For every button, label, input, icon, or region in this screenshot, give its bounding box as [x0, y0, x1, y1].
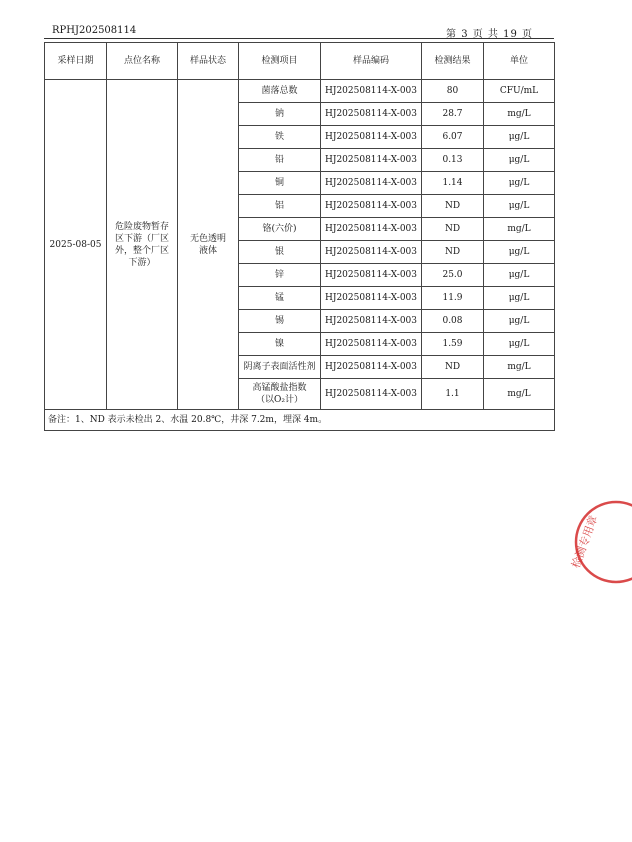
result-cell: 80: [422, 80, 484, 103]
unit-cell: CFU/mL: [484, 80, 555, 103]
code-cell: HJ202508114-X-003: [321, 356, 422, 379]
col-header-site: 点位名称: [107, 43, 178, 80]
code-cell: HJ202508114-X-003: [321, 264, 422, 287]
item-cell: 阴离子表面活性剂: [239, 356, 321, 379]
unit-cell: mg/L: [484, 103, 555, 126]
unit-cell: μg/L: [484, 126, 555, 149]
note-row: [45, 410, 555, 431]
code-cell: HJ202508114-X-003: [321, 287, 422, 310]
unit-cell: μg/L: [484, 264, 555, 287]
item-cell: 锡: [239, 310, 321, 333]
code-cell: HJ202508114-X-003: [321, 149, 422, 172]
item-cell: 菌落总数: [239, 80, 321, 103]
code-cell: HJ202508114-X-003: [321, 379, 422, 410]
result-cell: ND: [422, 195, 484, 218]
report-number: RPHJ202508114: [52, 25, 137, 36]
seal-text: 检测专用章: [569, 513, 601, 570]
result-cell: ND: [422, 241, 484, 264]
result-cell: 6.07: [422, 126, 484, 149]
col-header-state: 样品状态: [178, 43, 239, 80]
result-cell: 1.1: [422, 379, 484, 410]
unit-cell: μg/L: [484, 287, 555, 310]
col-header-result: 检测结果: [422, 43, 484, 80]
result-cell: 25.0: [422, 264, 484, 287]
col-header-date: 采样日期: [45, 43, 107, 80]
col-header-item: 检测项目: [239, 43, 321, 80]
sampling-date-cell: 2025-08-05: [45, 80, 107, 410]
code-cell: HJ202508114-X-003: [321, 310, 422, 333]
site-name-cell: 危险废物暂存区下游（厂区外，整个厂区下游）: [107, 80, 178, 410]
unit-cell: μg/L: [484, 333, 555, 356]
col-header-code: 样品编码: [321, 43, 422, 80]
code-cell: HJ202508114-X-003: [321, 241, 422, 264]
code-cell: HJ202508114-X-003: [321, 172, 422, 195]
item-cell: 银: [239, 241, 321, 264]
code-cell: HJ202508114-X-003: [321, 103, 422, 126]
code-cell: HJ202508114-X-003: [321, 195, 422, 218]
result-cell: 28.7: [422, 103, 484, 126]
item-cell: 铅: [239, 149, 321, 172]
item-cell: 锌: [239, 264, 321, 287]
unit-cell: mg/L: [484, 356, 555, 379]
unit-cell: mg/L: [484, 218, 555, 241]
unit-cell: mg/L: [484, 379, 555, 410]
results-table: [44, 42, 555, 431]
sample-state-cell: 无色透明液体: [178, 80, 239, 410]
result-cell: 0.08: [422, 310, 484, 333]
unit-cell: μg/L: [484, 310, 555, 333]
code-cell: HJ202508114-X-003: [321, 333, 422, 356]
header-divider: [44, 38, 554, 39]
result-cell: 1.14: [422, 172, 484, 195]
item-cell: 铜: [239, 172, 321, 195]
table-header-row: [45, 43, 555, 80]
item-cell: 铝: [239, 195, 321, 218]
unit-cell: μg/L: [484, 172, 555, 195]
result-cell: 0.13: [422, 149, 484, 172]
code-cell: HJ202508114-X-003: [321, 126, 422, 149]
unit-cell: μg/L: [484, 195, 555, 218]
unit-cell: μg/L: [484, 241, 555, 264]
result-cell: ND: [422, 218, 484, 241]
official-seal: [569, 497, 632, 587]
unit-cell: μg/L: [484, 149, 555, 172]
code-cell: HJ202508114-X-003: [321, 80, 422, 103]
table-note: 备注：1、ND 表示未检出 2、水温 20.8℃，井深 7.2m，埋深 4m。: [45, 410, 555, 431]
item-cell: 钠: [239, 103, 321, 126]
table-row: [45, 80, 555, 103]
code-cell: HJ202508114-X-003: [321, 218, 422, 241]
item-cell: 铬(六价): [239, 218, 321, 241]
item-cell: 锰: [239, 287, 321, 310]
col-header-unit: 单位: [484, 43, 555, 80]
result-cell: 11.9: [422, 287, 484, 310]
page-indicator: 第 3 页 共 19 页: [446, 29, 533, 40]
item-cell: 高锰酸盐指数（以O₂计）: [239, 379, 321, 410]
result-cell: ND: [422, 356, 484, 379]
result-cell: 1.59: [422, 333, 484, 356]
item-cell: 镍: [239, 333, 321, 356]
item-cell: 铁: [239, 126, 321, 149]
